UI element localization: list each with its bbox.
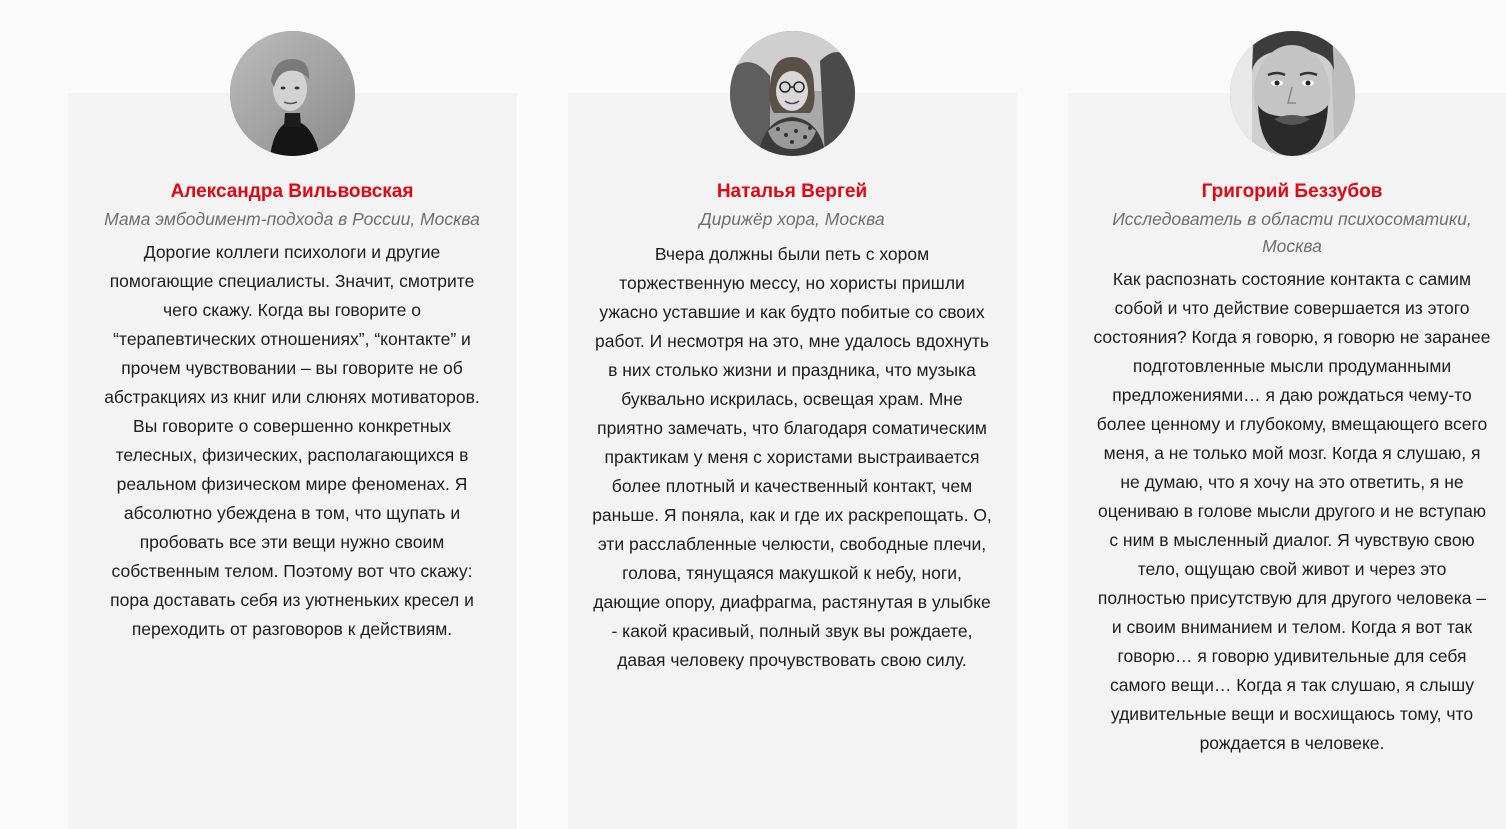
person-photo-icon <box>230 31 355 156</box>
testimonial-quote: Вчера должны были петь с хором торжественную мессу, но хористы пришли ужасно уставшие и как будто побитые со своих работ. И несмотря на это, мне удалось вдохнуть в них столько жизни и праздника, что музыка буквально искрилась, освещая храм. Мне приятно замечать, что благодаря соматическим практикам у меня с хористами выстраивается более плотный и качественный контакт, чем раньше. Я поняла, как и где их раскрепощать. О, эти расслабленные челюсти, свободные плечи, голова, тянущаяся макушкой к небу, ноги, дающие опору, диафрагма, растянутая в улыбке - какой красивый, полный звук вы рождаете, давая человеку прочувствовать свою силу. <box>592 244 992 670</box>
testimonial-name: Григорий Беззубов <box>1201 181 1383 202</box>
testimonial-role: Дирижёр хора, Москва <box>699 209 885 229</box>
testimonial-content <box>92 178 492 644</box>
testimonial-name: Александра Вильвовская <box>170 181 414 202</box>
person-photo-icon <box>730 31 855 156</box>
avatar-photo-1 <box>230 31 355 156</box>
testimonial-quote: Дорогие коллеги психологи и другие помогающие специалисты. Значит, смотрите чего скажу. Когда вы говорите о “терапевтических отношениях”, “контакте” и прочем чувствовании – вы говорите не об абстракциях из книг или слюнях мотиваторов. Вы говорите о совершенно конкретных телесных, физических, располагающихся в реальном физическом мире феноменах. Я абсолютно убеждена в том, что щупать и пробовать все эти вещи нужно своим собственным телом. Поэтому вот что скажу: пора доставать себя из уютненьких кресел и переходить от разговоров к действиям. <box>104 242 480 639</box>
testimonial-name: Наталья Вергей <box>716 181 868 202</box>
avatar-photo-3 <box>1230 31 1355 156</box>
testimonial-role: Исследователь в области психосоматики, Москва <box>1112 209 1472 256</box>
avatar-photo-2 <box>730 31 855 156</box>
person-photo-icon <box>1230 31 1355 156</box>
testimonial-role: Мама эмбодимент-подхода в России, Москва <box>104 209 480 229</box>
testimonial-content <box>592 178 992 675</box>
testimonial-quote: Как распознать состояние контакта с самим собой и что действие совершается из этого состояния? Когда я говорю, я говорю не заранее подготовленные мысли продуманными предложениями… я даю рождаться чему-то более ценному и глубокому, вмещающего всего меня, а не только мой мозг. Когда я слушаю, я не думаю, что я хочу на это ответить, я не оцениваю в голове мысли другого и не вступаю с ним в мысленный диалог. Я чувствую свою тело, ощущаю свой живот и через это полностью присутствую для другого человека – и своим вниманием и телом. Когда я вот так говорю… я говорю удивительные для себя самого вещи… Когда я так слушаю, я слышу удивительные вещи и восхищаюсь тому, что рождается в человеке. <box>1093 269 1491 753</box>
testimonial-content <box>1092 178 1492 758</box>
